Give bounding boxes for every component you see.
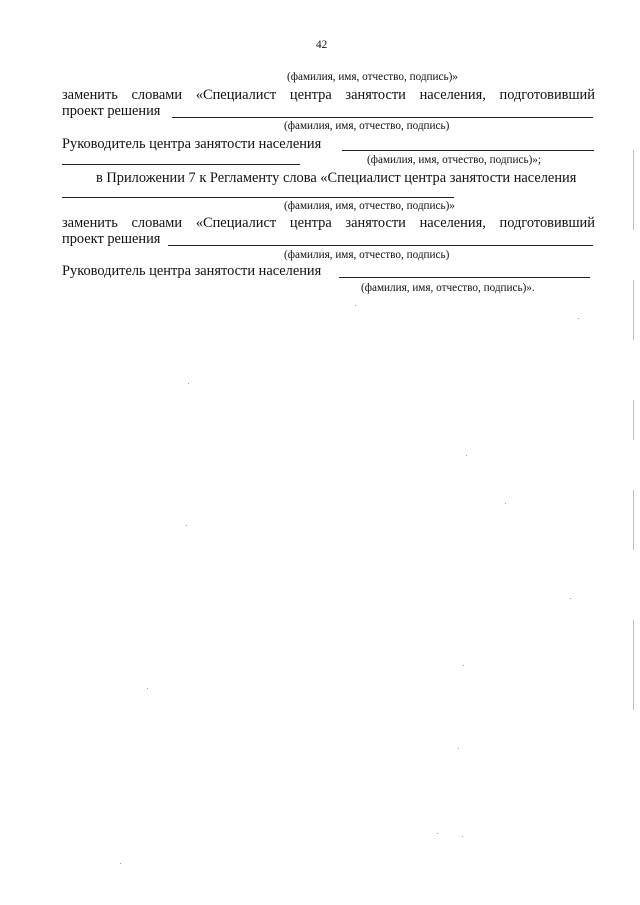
word: занятости: [345, 215, 406, 231]
caption-signature: (фамилия, имя, отчество, подпись): [284, 120, 450, 132]
caption-signature: (фамилия, имя, отчество, подпись)»;: [367, 154, 541, 166]
text-appendix-7: в Приложении 7 к Регламенту слова «Специалист центра занятости населения: [96, 170, 577, 186]
word: «Специалист: [195, 87, 277, 103]
word: подготовивший: [499, 215, 595, 231]
scan-edge-mark: [633, 620, 634, 710]
word: заменить: [62, 87, 118, 103]
scan-speck: [120, 863, 121, 864]
signature-line: [339, 277, 590, 278]
text-draft-decision: проект решения: [62, 103, 161, 119]
scan-speck: [505, 503, 506, 504]
scan-edge-mark: [633, 280, 634, 340]
text-head-of-center: Руководитель центра занятости населения: [62, 136, 322, 152]
scan-speck: [186, 525, 187, 526]
word: населения,: [419, 87, 486, 103]
caption-signature: (фамилия, имя, отчество, подпись)»: [284, 200, 455, 212]
caption-signature: (фамилия, имя, отчество, подпись)».: [361, 282, 535, 294]
caption-signature: (фамилия, имя, отчество, подпись): [284, 249, 450, 261]
scan-speck: [463, 665, 464, 666]
page-number: 42: [316, 39, 328, 51]
signature-line: [62, 197, 454, 198]
signature-line: [168, 245, 593, 246]
scan-speck: [437, 833, 438, 834]
word: «Специалист: [195, 215, 277, 231]
text-draft-decision: проект решения: [62, 231, 161, 247]
scan-speck: [188, 383, 189, 384]
scan-speck: [578, 318, 579, 319]
word: занятости: [345, 87, 406, 103]
word: словами: [131, 215, 183, 231]
text-head-of-center: Руководитель центра занятости населения: [62, 263, 322, 279]
signature-line: [172, 117, 593, 118]
text-line-replace-words: [62, 216, 595, 230]
scan-speck: [147, 688, 148, 689]
signature-line: [62, 164, 300, 165]
word: словами: [131, 87, 183, 103]
scan-speck: [355, 305, 356, 306]
word: центра: [289, 87, 332, 103]
scan-speck: [466, 455, 467, 456]
scan-speck: [462, 836, 463, 837]
text-line-replace-words: [62, 88, 595, 102]
word: населения,: [419, 215, 486, 231]
word: центра: [289, 215, 332, 231]
scan-edge-mark: [633, 400, 634, 440]
scan-edge-mark: [633, 490, 634, 550]
scan-edge-mark: [633, 150, 634, 230]
caption-signature: (фамилия, имя, отчество, подпись)»: [287, 71, 458, 83]
word: заменить: [62, 215, 118, 231]
word: подготовивший: [499, 87, 595, 103]
signature-line: [342, 150, 594, 151]
scan-speck: [570, 598, 571, 599]
scan-speck: [458, 748, 459, 749]
